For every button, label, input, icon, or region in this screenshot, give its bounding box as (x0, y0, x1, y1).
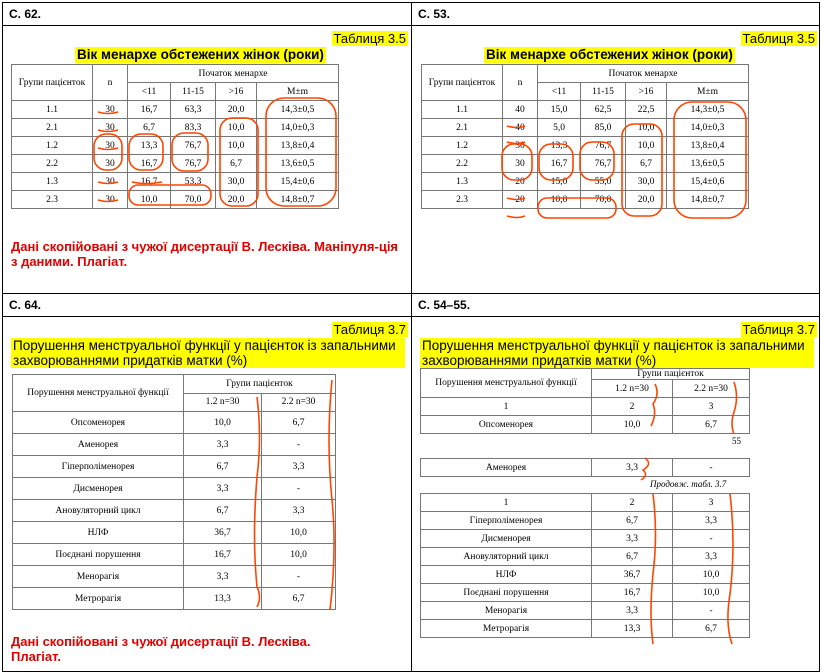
table-row (421, 620, 750, 638)
table-cell: НЛФ (13, 522, 184, 544)
table-cell: 10,0 (128, 191, 171, 209)
table-cell: 20,0 (216, 101, 257, 119)
table-row (12, 119, 339, 137)
table-cell: 10,0 (538, 191, 581, 209)
table-cell: 83,3 (171, 119, 216, 137)
table-cell: 2.2 (422, 155, 503, 173)
page-ref-header: С. 54–55. (411, 293, 820, 317)
table-number: Таблиця 3.5 (333, 31, 406, 46)
table-row (422, 191, 749, 209)
table-cell: 20,0 (216, 191, 257, 209)
table-cell: 5,0 (538, 119, 581, 137)
table-cell: 10,0 (262, 522, 336, 544)
table-cell: Аменорея (421, 459, 592, 477)
table-cell: 6,7 (184, 500, 262, 522)
table-cell: 6,7 (673, 416, 750, 434)
table-row (12, 191, 339, 209)
table-cell: 3 (673, 398, 750, 416)
table-cell: 6,7 (262, 412, 336, 434)
table-row (13, 456, 336, 478)
table-cell: - (673, 530, 750, 548)
table-row (422, 119, 749, 137)
table-cell: 30 (93, 137, 128, 155)
table-cell: 6,7 (626, 155, 667, 173)
col-header: 1.2 n=30 (184, 393, 262, 412)
table-cell: 14,8±0,7 (667, 191, 749, 209)
table-cell: 3,3 (262, 500, 336, 522)
table-cell: 13,3 (538, 137, 581, 155)
table-cell: Опсоменорея (13, 412, 184, 434)
col-header-violation: Порушення менструальної функції (13, 375, 184, 412)
plagiarism-note: Дані скопійовані з чужої дисертації В. Лесківа. Маніпуля-ція з даними. Плагіат. (11, 239, 399, 269)
table-cell: Ановуляторний цикл (421, 548, 592, 566)
table-cell: 13,8±0,4 (667, 137, 749, 155)
table-cell: 10,0 (626, 137, 667, 155)
table-cell: 14,0±0,3 (667, 119, 749, 137)
col-header: 11-15 (581, 83, 626, 101)
table-cell: - (673, 602, 750, 620)
col-header: 2.2 n=30 (262, 393, 336, 412)
table-cell: 53,3 (171, 173, 216, 191)
col-header: 11-15 (171, 83, 216, 101)
table-cell: Поєднані порушення (421, 584, 592, 602)
table-cell: 6,7 (216, 155, 257, 173)
col-header: 1.2 n=30 (592, 380, 673, 398)
table-cell: - (262, 566, 336, 588)
table-cell: 36,7 (592, 566, 673, 584)
table-row (421, 602, 750, 620)
table-row (421, 548, 750, 566)
table-cell: 1.2 (422, 137, 503, 155)
table-cell: Метрорагія (421, 620, 592, 638)
col-header: >16 (626, 83, 667, 101)
table-cell: 15,0 (538, 101, 581, 119)
table-cell: 76,7 (171, 155, 216, 173)
table-cell: 16,7 (184, 544, 262, 566)
table-row (421, 416, 750, 434)
table-cell: 16,7 (128, 155, 171, 173)
table-cell: Гіперполіменорея (421, 512, 592, 530)
table-cell: 6,7 (592, 512, 673, 530)
table-cell: 13,3 (184, 588, 262, 610)
table-title: Порушення менструальної функції у пацієнток із запальними захворюваннями придатків матки (%) (420, 338, 814, 368)
table-cell: 40 (503, 101, 538, 119)
table-cell: 76,7 (581, 137, 626, 155)
page-ref-header: С. 53. (411, 2, 820, 26)
table-cell: 2.1 (422, 119, 503, 137)
col-header: <11 (538, 83, 581, 101)
menstrual-table (12, 374, 336, 610)
page-number: 55 (732, 436, 741, 446)
table-cell: 10,0 (216, 137, 257, 155)
col-header-violation: Порушення менструальної функції (421, 369, 592, 398)
table-row (422, 155, 749, 173)
menarche-table (11, 64, 339, 209)
table-cell: 10,0 (626, 119, 667, 137)
table-cell: 10,0 (262, 544, 336, 566)
table-cell: 30 (503, 155, 538, 173)
table-cell: - (262, 478, 336, 500)
table-row (13, 522, 336, 544)
table-cell: 10,0 (592, 416, 673, 434)
table-cell: 3,3 (673, 512, 750, 530)
table-cell: 13,8±0,4 (257, 137, 339, 155)
table-cell: 2.3 (12, 191, 93, 209)
table-cell: 40 (503, 119, 538, 137)
table-cell: 2.1 (12, 119, 93, 137)
table-row (13, 434, 336, 456)
table-row (13, 566, 336, 588)
menstrual-table-part3 (420, 493, 750, 638)
col-header-group: Групи пацієнток (422, 65, 503, 101)
table-cell: 2.2 (12, 155, 93, 173)
table-cell: 13,6±0,5 (257, 155, 339, 173)
table-cell: 36,7 (184, 522, 262, 544)
table-cell: 63,3 (171, 101, 216, 119)
continued-label: Продовж. табл. 3.7 (650, 479, 727, 489)
table-cell: 70,0 (171, 191, 216, 209)
table-cell: 10,0 (673, 566, 750, 584)
table-title: Вік менархе обстежених жінок (роки) (486, 47, 733, 62)
plagiarism-note: Дані скопійовані з чужої дисертації В. Лесківа. Плагіат. (11, 634, 311, 664)
table-title: Порушення менструальної функції у пацієнток із запальними захворюваннями придатків матки (%) (11, 338, 405, 368)
col-header-groups: Групи пацієнток (592, 369, 750, 380)
table-cell: 3 (673, 494, 750, 512)
table-cell: Гіперполіменорея (13, 456, 184, 478)
table-cell: 1.3 (12, 173, 93, 191)
col-header: 2.2 n=30 (673, 380, 750, 398)
table-cell: Опсоменорея (421, 416, 592, 434)
table-row (12, 173, 339, 191)
table-cell: 14,3±0,5 (257, 101, 339, 119)
table-row (12, 155, 339, 173)
table-cell: 16,7 (128, 101, 171, 119)
table-row (13, 544, 336, 566)
table-cell: - (262, 434, 336, 456)
table-number: Таблиця 3.7 (333, 322, 406, 337)
col-header: M±m (667, 83, 749, 101)
table-cell: Дисменорея (421, 530, 592, 548)
table-row (422, 137, 749, 155)
table-cell: Поєднані порушення (13, 544, 184, 566)
table-cell: Аменорея (13, 434, 184, 456)
table-cell: 85,0 (581, 119, 626, 137)
table-cell: 22,5 (626, 101, 667, 119)
table-cell: 13,3 (128, 137, 171, 155)
table-cell: 30,0 (216, 173, 257, 191)
col-header-group: Групи пацієнток (12, 65, 93, 101)
table-cell: 76,7 (171, 137, 216, 155)
table-cell: 3,3 (262, 456, 336, 478)
table-cell: 10,0 (184, 412, 262, 434)
table-cell: 16,7 (592, 584, 673, 602)
table-cell: 3,3 (592, 459, 673, 477)
table-cell: Менорагія (13, 566, 184, 588)
page-ref-header: С. 64. (2, 293, 412, 317)
table-cell: 3,3 (184, 478, 262, 500)
table-cell: 14,3±0,5 (667, 101, 749, 119)
col-header-n: n (93, 65, 128, 101)
table-cell: 30 (93, 101, 128, 119)
table-cell: 13,6±0,5 (667, 155, 749, 173)
table-cell: 30 (93, 191, 128, 209)
table-cell: Менорагія (421, 602, 592, 620)
col-header-groups: Групи пацієнток (184, 375, 336, 394)
table-cell: 16,7 (538, 155, 581, 173)
table-cell: 3,3 (592, 602, 673, 620)
table-cell: 2 (592, 494, 673, 512)
menstrual-table-part2 (420, 458, 750, 477)
table-cell: НЛФ (421, 566, 592, 584)
table-cell: 2.3 (422, 191, 503, 209)
table-cell: 1.2 (12, 137, 93, 155)
table-cell: 55,0 (581, 173, 626, 191)
menarche-table (421, 64, 749, 209)
table-row (422, 101, 749, 119)
table-cell: 30 (503, 137, 538, 155)
table-cell: 70,0 (581, 191, 626, 209)
table-cell: 14,0±0,3 (257, 119, 339, 137)
col-header-n: n (503, 65, 538, 101)
menstrual-table-part1 (420, 368, 750, 434)
table-cell: 20 (503, 191, 538, 209)
table-cell: 10,0 (673, 584, 750, 602)
table-row (13, 412, 336, 434)
table-cell: 15,4±0,6 (667, 173, 749, 191)
table-row (12, 101, 339, 119)
col-header-onset: Початок менархе (538, 65, 749, 83)
table-cell: 13,3 (592, 620, 673, 638)
table-cell: 30 (93, 173, 128, 191)
table-cell: 3,3 (592, 530, 673, 548)
table-cell: Метрорагія (13, 588, 184, 610)
table-cell: 3,3 (673, 548, 750, 566)
table-cell: 1 (421, 494, 592, 512)
comparison-grid (2, 2, 820, 672)
table-cell: 3,3 (184, 434, 262, 456)
col-header: >16 (216, 83, 257, 101)
table-cell: 30 (93, 119, 128, 137)
table-cell: 62,5 (581, 101, 626, 119)
table-cell: Ановуляторний цикл (13, 500, 184, 522)
table-cell: 3,3 (184, 566, 262, 588)
table-cell: 14,8±0,7 (257, 191, 339, 209)
table-title: Вік менархе обстежених жінок (роки) (77, 47, 324, 62)
page-ref-header: С. 62. (2, 2, 412, 26)
table-cell: 30,0 (626, 173, 667, 191)
col-header: M±m (257, 83, 339, 101)
table-cell: 16,7 (128, 173, 171, 191)
table-cell: 10,0 (216, 119, 257, 137)
table-cell: 20 (503, 173, 538, 191)
table-row (421, 566, 750, 584)
table-cell: 6,7 (262, 588, 336, 610)
table-cell: 6,7 (592, 548, 673, 566)
table-number: Таблиця 3.5 (742, 31, 815, 46)
table-row (421, 530, 750, 548)
table-cell: 15,4±0,6 (257, 173, 339, 191)
table-cell: 6,7 (673, 620, 750, 638)
table-row (12, 137, 339, 155)
table-row (421, 584, 750, 602)
col-header: <11 (128, 83, 171, 101)
col-header-onset: Початок менархе (128, 65, 339, 83)
table-cell: 30 (93, 155, 128, 173)
table-cell: 2 (592, 398, 673, 416)
table-cell: 76,7 (581, 155, 626, 173)
table-cell: 6,7 (128, 119, 171, 137)
table-cell: 1 (421, 398, 592, 416)
table-number: Таблиця 3.7 (742, 322, 815, 337)
table-cell: - (673, 459, 750, 477)
table-cell: 6,7 (184, 456, 262, 478)
table-row (13, 500, 336, 522)
table-row (421, 512, 750, 530)
table-row (13, 588, 336, 610)
table-cell: 20,0 (626, 191, 667, 209)
table-cell: 1.1 (422, 101, 503, 119)
table-row (422, 173, 749, 191)
table-cell: 1.1 (12, 101, 93, 119)
table-cell: 15,0 (538, 173, 581, 191)
table-row (13, 478, 336, 500)
table-cell: Дисменорея (13, 478, 184, 500)
table-cell: 1.3 (422, 173, 503, 191)
